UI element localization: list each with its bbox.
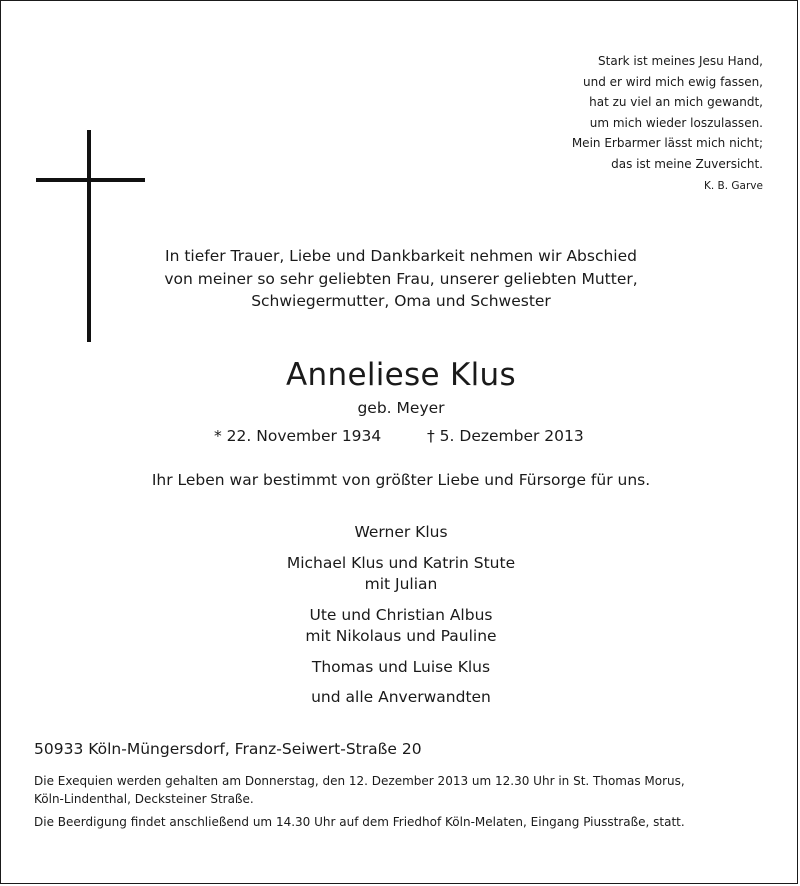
poem-line: das ist meine Zuversicht. — [611, 156, 763, 171]
poem-block — [423, 51, 763, 197]
birth-date: * 22. November 1934 — [214, 427, 382, 445]
mourner-line: Ute und Christian Albus — [309, 605, 493, 624]
poem-line: hat zu viel an mich gewandt, — [589, 95, 763, 109]
exequies-note — [34, 773, 774, 808]
maiden-name: geb. Meyer — [357, 399, 445, 417]
death-date: † 5. Dezember 2013 — [427, 427, 584, 445]
intro-line: von meiner so sehr geliebten Frau, unserer geliebten Mutter, — [164, 269, 638, 288]
poem-line: Stark ist meines Jesu Hand, — [598, 54, 763, 68]
poem-line: um mich wieder loszulassen. — [589, 115, 763, 130]
mourner-line: Werner Klus — [354, 523, 448, 541]
intro-line: In tiefer Trauer, Liebe und Dankbarkeit nehmen wir Abschied — [165, 247, 637, 265]
poem-line: und er wird mich ewig fassen, — [583, 74, 763, 89]
mourner-entry — [1, 657, 800, 679]
mourner-entry — [1, 522, 800, 544]
mourner-entry — [1, 605, 800, 648]
poem-author: K. B. Garve — [703, 180, 763, 192]
mourner-line: mit Julian — [364, 575, 438, 593]
intro-line: Schwiegermutter, Oma und Schwester — [251, 292, 551, 310]
mourner-line: Michael Klus und Katrin Stute — [286, 553, 516, 572]
mourner-line: Thomas und Luise Klus — [311, 657, 491, 676]
exequies-line: Die Exequien werden gehalten am Donnerstag, den 12. Dezember 2013 um 12.30 Uhr in St. Thomas Morus, — [34, 774, 685, 788]
burial-note — [34, 814, 774, 832]
deceased-name: Anneliese Klus — [286, 357, 516, 393]
tribute-text: Ihr Leben war bestimmt von größter Liebe und Fürsorge für uns. — [151, 471, 651, 489]
mourner-entry — [1, 687, 800, 709]
intro-text — [1, 245, 800, 313]
family-address: 50933 Köln-Müngersdorf, Franz-Seiwert-Straße 20 — [34, 740, 422, 758]
mourners-list — [1, 522, 800, 718]
burial-line: Die Beerdigung findet anschließend um 14.30 Uhr auf dem Friedhof Köln-Melaten, Eingang Piusstraße, statt. — [34, 815, 685, 829]
mourner-entry — [1, 553, 800, 596]
cross-horizontal-bar — [36, 178, 145, 182]
service-notes — [34, 773, 774, 838]
mourner-line: und alle Anverwandten — [311, 688, 491, 706]
exequies-line: Köln-Lindenthal, Decksteiner Straße. — [34, 791, 254, 806]
poem-line: Mein Erbarmer lässt mich nicht; — [571, 136, 763, 150]
mourner-line: mit Nikolaus und Pauline — [305, 627, 497, 645]
